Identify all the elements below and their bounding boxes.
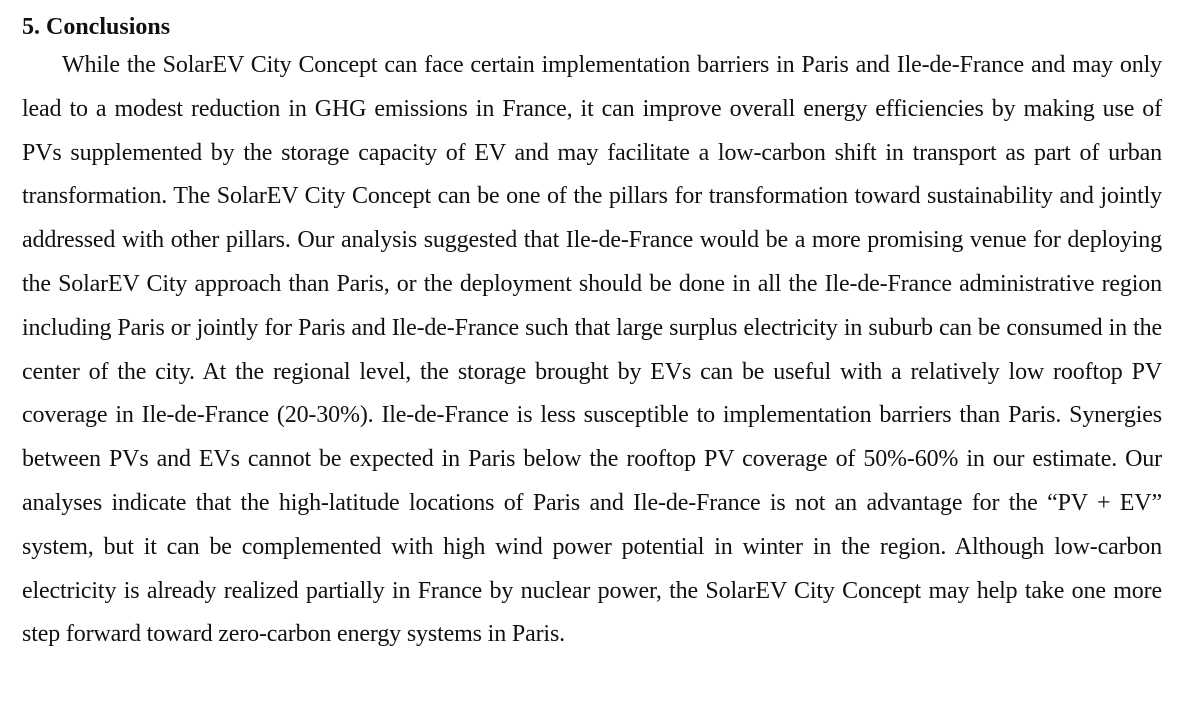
conclusions-paragraph: While the SolarEV City Concept can face certain implementation barriers in Paris and Ile-de-France and may only lead to a modest reduction in GHG emissions in France, it can improve overall energy efficiencies by making use of PVs supplemented by the storage capacity of EV and may facilitate a low-carbon shift in transport as part of urban transformation. The SolarEV City Concept can be one of the pillars for transformation toward sustainability and jointly addressed with other pillars. Our analysis suggested that Ile-de-France would be a more promising venue for deploying the SolarEV City approach than Paris, or the deployment should be done in all the Ile-de-France administrative region including Paris or jointly for Paris and Ile-de-France such that large surplus electricity in suburb can be consumed in the center of the city. At the regional level, the storage brought by EVs can be useful with a relatively low rooftop PV coverage in Ile-de-France (20-30%). Ile-de-France is less susceptible to implementation barriers than Paris. Synergies between PVs and EVs cannot be expected in Paris below the rooftop PV coverage of 50%-60% in our estimate. Our analyses indicate that the high-latitude locations of Paris and Ile-de-France is not an advantage for the “PV + EV” system, but it can be complemented with high wind power potential in winter in the region. Although low-carbon electricity is already realized partially in France by nuclear power, the SolarEV City Concept may help take one more step forward toward zero-carbon energy systems in Paris. [22, 52, 1162, 648]
section-heading: 5. Conclusions [22, 14, 171, 40]
document-page [22, 10, 1162, 657]
